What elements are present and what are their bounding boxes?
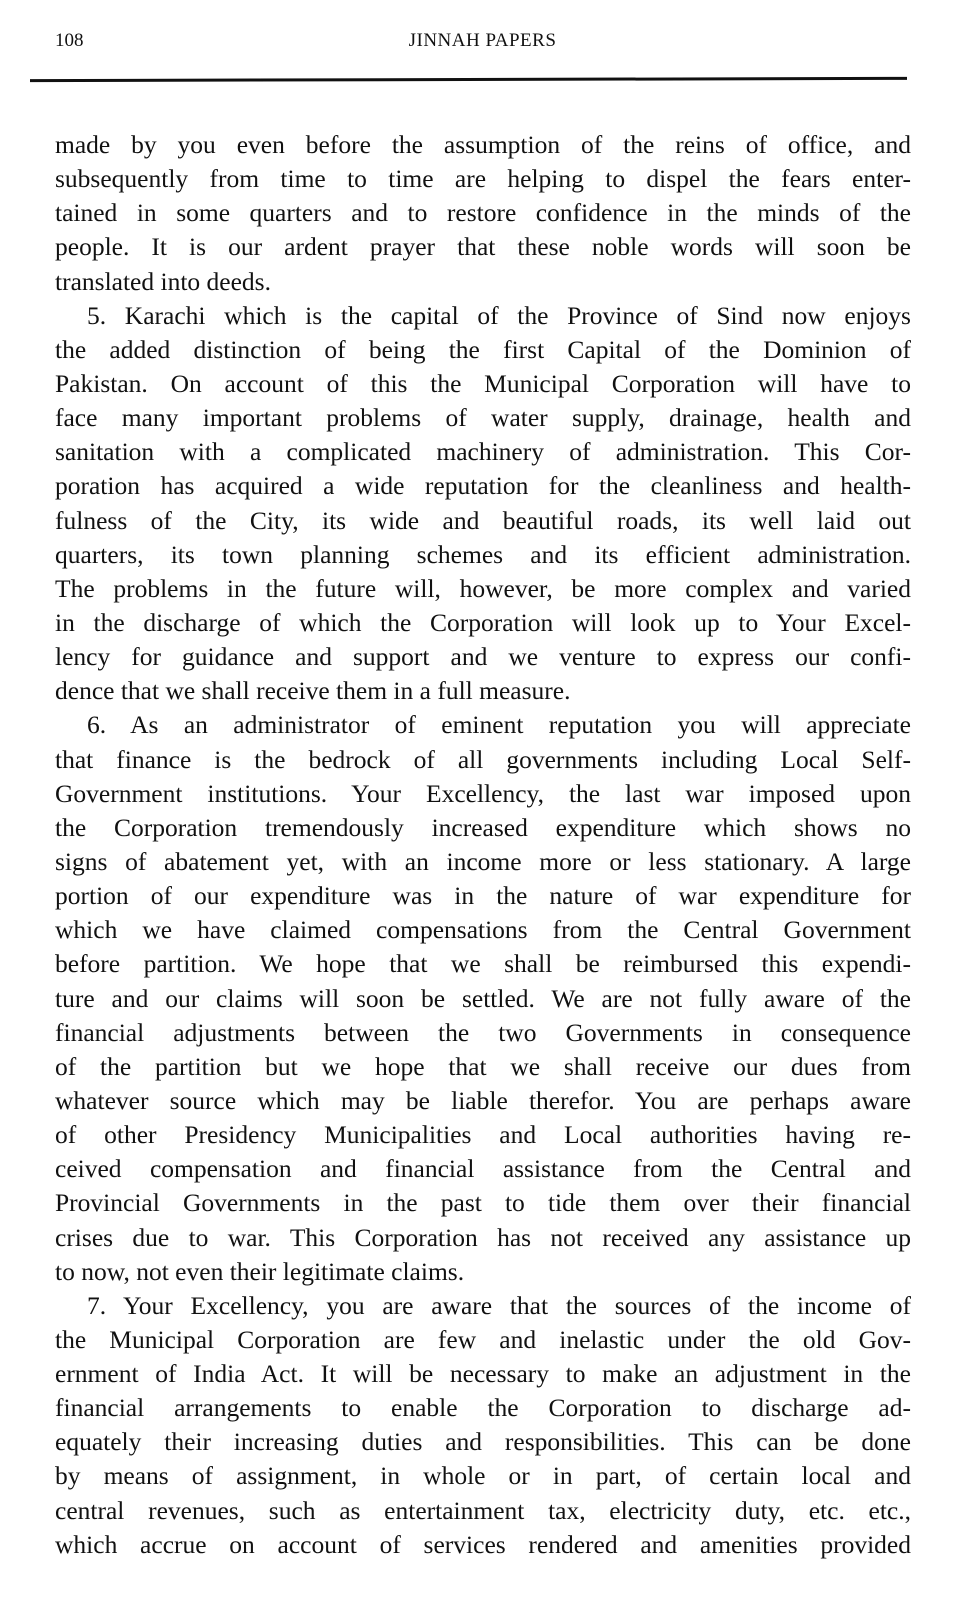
text-line: financial adjustments between the two Governments in consequence [55,1017,911,1047]
text-line: 5. Karachi which is the capital of the Province of Sind now enjoys [87,300,911,330]
text-line: face many important problems of water supply, drainage, health and [55,403,911,433]
text-line: by means of assignment, in whole or in part, of certain local and [55,1461,911,1491]
text-line: subsequently from time to time are helping to dispel the fears enter- [55,164,911,194]
text-line: the added distinction of being the first Capital of the Dominion of [55,334,911,364]
text-line: 7. Your Excellency, you are aware that the sources of the income of [87,1290,911,1320]
text-line: which accrue on account of services rendered and amenities provided [55,1529,911,1559]
text-line: ernment of India Act. It will be necessary to make an adjustment in the [55,1359,911,1389]
text-line: quarters, its town planning schemes and its efficient administration. [55,539,911,569]
text-line: crises due to war. This Corporation has not received any assistance up [55,1222,911,1252]
text-line: signs of abatement yet, with an income more or less stationary. A large [55,846,911,876]
text-line: translated into deeds. [55,266,271,296]
text-line: fulness of the City, its wide and beautiful roads, its well laid out [55,505,911,535]
page-number: 108 [55,30,84,51]
text-line: whatever source which may be liable therefor. You are perhaps aware [55,1085,911,1115]
page-header [55,30,910,60]
text-line: sanitation with a complicated machinery of administration. This Cor- [55,437,911,467]
running-head: JINNAH PAPERS [408,30,557,51]
paragraph-5 [55,299,911,709]
text-line: ceived compensation and financial assistance from the Central and [55,1154,911,1184]
text-line: of other Presidency Municipalities and Local authorities having re- [55,1120,911,1150]
text-line: Government institutions. Your Excellency, the last war imposed upon [55,778,911,808]
paragraph-6 [55,708,911,1288]
text-line: equately their increasing duties and responsibilities. This can be done [55,1427,911,1457]
text-line: central revenues, such as entertainment tax, electricity duty, etc. etc., [55,1495,911,1525]
text-line: which we have claimed compensations from the Central Government [55,915,911,945]
text-line: ture and our claims will soon be settled. We are not fully aware of the [55,983,911,1013]
text-line: the Corporation tremendously increased expenditure which shows no [55,812,911,842]
text-line: made by you even before the assumption of the reins of office, and [55,130,911,159]
text-line: 6. As an administrator of eminent reputation you will appreciate [87,710,911,740]
text-line: Pakistan. On account of this the Municipal Corporation will have to [55,368,911,398]
text-line: that finance is the bedrock of all governments including Local Self- [55,744,911,774]
text-line: portion of our expenditure was in the nature of war expenditure for [55,881,911,911]
text-line: lency for guidance and support and we venture to express our confi- [55,642,911,672]
text-line: Provincial Governments in the past to tide them over their financial [55,1188,911,1218]
text-line: to now, not even their legitimate claims. [55,1256,465,1286]
text-line: financial arrangements to enable the Corporation to discharge ad- [55,1393,911,1423]
text-line: dence that we shall receive them in a full measure. [55,676,571,706]
paragraph-7 [55,1289,911,1562]
body-text [55,128,911,1562]
paragraph-continuation [55,128,911,299]
text-line: people. It is our ardent prayer that these noble words will soon be [55,232,911,262]
text-line: poration has acquired a wide reputation for the cleanliness and health- [55,471,911,501]
header-rule [30,77,907,82]
text-line: of the partition but we hope that we shall receive our dues from [55,1051,911,1081]
text-line: tained in some quarters and to restore confidence in the minds of the [55,198,911,228]
text-line: in the discharge of which the Corporation will look up to Your Excel- [55,607,911,637]
text-line: The problems in the future will, however, be more complex and varied [55,573,911,603]
text-line: the Municipal Corporation are few and inelastic under the old Gov- [55,1324,911,1354]
text-line: before partition. We hope that we shall be reimbursed this expendi- [55,949,911,979]
